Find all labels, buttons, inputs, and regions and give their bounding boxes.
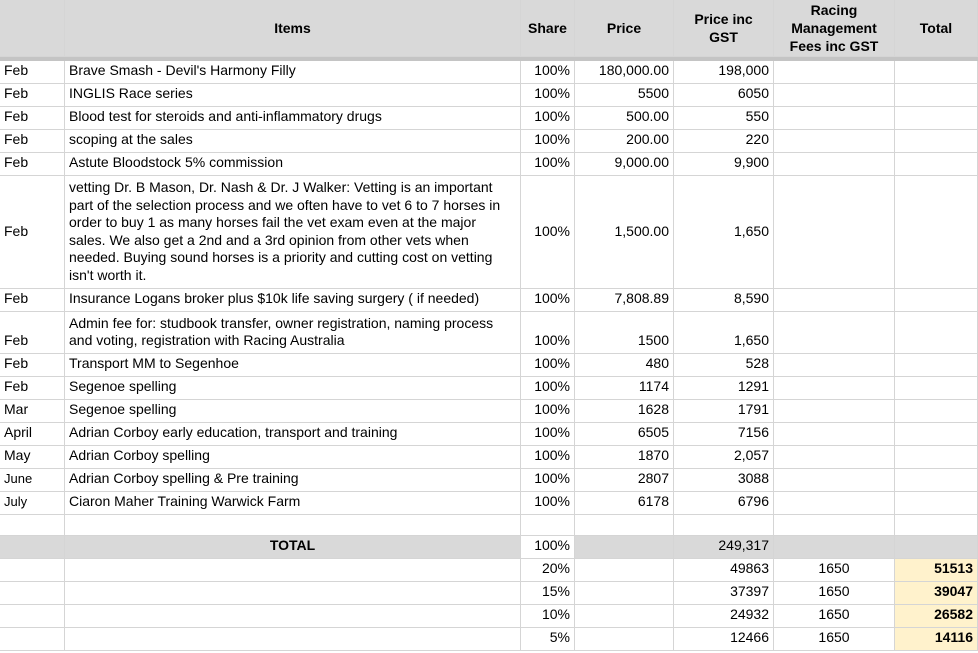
share-cell[interactable]: 100% <box>521 312 575 354</box>
fees-cell[interactable] <box>774 153 895 176</box>
table-row <box>0 469 978 492</box>
empty-cell[interactable] <box>575 515 674 536</box>
fees-cell[interactable] <box>774 312 895 354</box>
fees-cell[interactable] <box>774 84 895 107</box>
price-cell[interactable]: 180,000.00 <box>575 61 674 84</box>
share-row <box>0 628 978 651</box>
fees-cell[interactable] <box>774 469 895 492</box>
empty-cell[interactable] <box>521 515 575 536</box>
empty-cell[interactable] <box>0 582 65 605</box>
price-cell[interactable]: 1174 <box>575 377 674 400</box>
share-cell[interactable]: 100% <box>521 61 575 84</box>
table-row <box>0 423 978 446</box>
share-row <box>0 605 978 628</box>
empty-cell[interactable] <box>575 628 674 651</box>
price-cell[interactable]: 7,808.89 <box>575 289 674 312</box>
fees-cell[interactable] <box>774 400 895 423</box>
empty-row <box>0 515 978 536</box>
empty-cell[interactable] <box>65 582 521 605</box>
empty-cell[interactable] <box>774 515 895 536</box>
total-cell[interactable] <box>895 469 978 492</box>
price-inc-gst-cell[interactable]: 9,900 <box>674 153 774 176</box>
header-racing-management-fees[interactable]: Racing Management Fees inc GST <box>774 0 895 57</box>
total-share[interactable]: 100% <box>521 536 575 559</box>
empty-cell[interactable] <box>895 515 978 536</box>
price-inc-gst-cell[interactable]: 1791 <box>674 400 774 423</box>
price-inc-gst-cell[interactable]: 7156 <box>674 423 774 446</box>
share-cell[interactable]: 100% <box>521 130 575 153</box>
share-row <box>0 559 978 582</box>
total-cell[interactable] <box>895 107 978 130</box>
share-cell[interactable]: 5% <box>521 628 575 651</box>
month-cell[interactable]: April <box>0 423 65 446</box>
price-inc-gst-cell[interactable]: 1,650 <box>674 312 774 354</box>
total-cell[interactable] <box>895 289 978 312</box>
table-row <box>0 130 978 153</box>
month-cell[interactable]: Mar <box>0 400 65 423</box>
share-cell[interactable]: 100% <box>521 400 575 423</box>
header-row <box>0 0 978 61</box>
item-cell[interactable]: Ciaron Maher Training Warwick Farm <box>65 492 521 515</box>
empty-cell[interactable] <box>65 605 521 628</box>
price-cell[interactable]: 200.00 <box>575 130 674 153</box>
item-cell[interactable]: Adrian Corboy spelling <box>65 446 521 469</box>
price-inc-gst-cell[interactable]: 2,057 <box>674 446 774 469</box>
share-cell[interactable]: 100% <box>521 107 575 130</box>
month-cell[interactable]: Feb <box>0 354 65 377</box>
price-inc-gst-cell[interactable]: 198,000 <box>674 61 774 84</box>
total-cell[interactable] <box>895 176 978 289</box>
empty-cell[interactable] <box>0 515 65 536</box>
item-cell[interactable]: Segenoe spelling <box>65 400 521 423</box>
month-cell[interactable]: July <box>0 492 65 515</box>
fees-cell[interactable]: 1650 <box>774 628 895 651</box>
total-cell[interactable] <box>895 153 978 176</box>
share-row <box>0 582 978 605</box>
empty-cell[interactable] <box>674 515 774 536</box>
header-items[interactable]: Items <box>65 0 521 57</box>
price-cell[interactable]: 6178 <box>575 492 674 515</box>
month-cell[interactable]: Feb <box>0 84 65 107</box>
header-price-inc-gst[interactable]: Price inc GST <box>674 0 774 57</box>
table-row <box>0 107 978 130</box>
empty-cell[interactable] <box>575 582 674 605</box>
price-inc-gst-cell[interactable]: 37397 <box>674 582 774 605</box>
total-cell[interactable] <box>895 130 978 153</box>
price-inc-gst-cell[interactable]: 49863 <box>674 559 774 582</box>
item-cell[interactable]: Segenoe spelling <box>65 377 521 400</box>
header-price[interactable]: Price <box>575 0 674 57</box>
month-cell[interactable]: May <box>0 446 65 469</box>
fees-cell[interactable] <box>774 423 895 446</box>
month-cell[interactable]: Feb <box>0 107 65 130</box>
total-cell[interactable] <box>895 400 978 423</box>
fees-cell[interactable] <box>774 130 895 153</box>
share-cell[interactable]: 100% <box>521 446 575 469</box>
price-inc-gst-cell[interactable]: 8,590 <box>674 289 774 312</box>
price-inc-gst-cell[interactable]: 6050 <box>674 84 774 107</box>
total-cell[interactable] <box>895 423 978 446</box>
month-cell[interactable]: Feb <box>0 312 65 354</box>
price-inc-gst-cell[interactable]: 1291 <box>674 377 774 400</box>
share-cell[interactable]: 100% <box>521 492 575 515</box>
price-inc-gst-cell[interactable]: 528 <box>674 354 774 377</box>
item-cell[interactable]: scoping at the sales <box>65 130 521 153</box>
share-cell[interactable]: 100% <box>521 84 575 107</box>
total-fees[interactable] <box>774 536 895 559</box>
price-inc-gst-cell[interactable]: 24932 <box>674 605 774 628</box>
item-cell[interactable]: INGLIS Race series <box>65 84 521 107</box>
fees-cell[interactable] <box>774 176 895 289</box>
price-inc-gst-cell[interactable]: 12466 <box>674 628 774 651</box>
month-cell[interactable]: Feb <box>0 176 65 289</box>
fees-cell[interactable] <box>774 107 895 130</box>
item-cell[interactable]: Adrian Corboy early education, transport and training <box>65 423 521 446</box>
empty-cell[interactable] <box>0 605 65 628</box>
table-row <box>0 446 978 469</box>
fees-cell[interactable] <box>774 446 895 469</box>
price-cell[interactable]: 5500 <box>575 84 674 107</box>
table-row <box>0 84 978 107</box>
item-cell[interactable]: Adrian Corboy spelling & Pre training <box>65 469 521 492</box>
price-inc-gst-cell[interactable]: 3088 <box>674 469 774 492</box>
table-row <box>0 354 978 377</box>
empty-cell[interactable] <box>575 605 674 628</box>
share-cell[interactable]: 10% <box>521 605 575 628</box>
item-cell[interactable]: Transport MM to Segenhoe <box>65 354 521 377</box>
item-cell[interactable]: Insurance Logans broker plus $10k life saving surgery ( if needed) <box>65 289 521 312</box>
share-cell[interactable]: 100% <box>521 377 575 400</box>
total-price[interactable] <box>575 536 674 559</box>
fees-cell[interactable] <box>774 289 895 312</box>
empty-cell[interactable] <box>65 559 521 582</box>
total-row-month[interactable] <box>0 536 65 559</box>
fees-cell[interactable]: 1650 <box>774 582 895 605</box>
table-row <box>0 377 978 400</box>
total-total[interactable] <box>895 536 978 559</box>
empty-cell[interactable] <box>0 628 65 651</box>
total-cell[interactable] <box>895 354 978 377</box>
total-cell[interactable]: 39047 <box>895 582 978 605</box>
price-inc-gst-cell[interactable]: 6796 <box>674 492 774 515</box>
price-cell[interactable]: 1870 <box>575 446 674 469</box>
total-cell[interactable] <box>895 84 978 107</box>
fees-cell[interactable] <box>774 354 895 377</box>
month-cell[interactable]: June <box>0 469 65 492</box>
share-cell[interactable]: 20% <box>521 559 575 582</box>
month-cell[interactable]: Feb <box>0 377 65 400</box>
header-month[interactable] <box>0 0 65 57</box>
header-total[interactable]: Total <box>895 0 978 57</box>
empty-cell[interactable] <box>0 559 65 582</box>
total-cell[interactable]: 51513 <box>895 559 978 582</box>
item-cell: vetting Dr. B Mason, Dr. Nash & Dr. J Walker: Vetting is an important part of the selection process and we often have to vet 6 to 7 horses in order to buy 1 as many horses fail the vet exam even at the major sales. We also get a 2nd and a 3rd opinion from other vets when needed. Buying sound horses is a priority and cutting cost on vetting isn't worth it. <box>69 179 501 283</box>
price-inc-gst-cell[interactable]: 220 <box>674 130 774 153</box>
item-cell-wrapper[interactable] <box>65 176 521 289</box>
price-cell[interactable]: 480 <box>575 354 674 377</box>
price-cell[interactable]: 9,000.00 <box>575 153 674 176</box>
item-cell[interactable]: Blood test for steroids and anti-inflammatory drugs <box>65 107 521 130</box>
table-row <box>0 176 978 289</box>
price-cell[interactable]: 1,500.00 <box>575 176 674 289</box>
total-cell[interactable] <box>895 61 978 84</box>
share-cell[interactable]: 100% <box>521 289 575 312</box>
total-cell[interactable] <box>895 492 978 515</box>
price-cell[interactable]: 1500 <box>575 312 674 354</box>
share-cell[interactable]: 15% <box>521 582 575 605</box>
month-cell[interactable]: Feb <box>0 153 65 176</box>
share-cell[interactable]: 100% <box>521 469 575 492</box>
table-row <box>0 61 978 84</box>
table-row <box>0 289 978 312</box>
fees-cell[interactable]: 1650 <box>774 559 895 582</box>
fees-cell[interactable] <box>774 377 895 400</box>
total-row <box>0 536 978 559</box>
table-row <box>0 312 978 354</box>
table-row <box>0 153 978 176</box>
total-cell[interactable] <box>895 377 978 400</box>
share-cell[interactable]: 100% <box>521 176 575 289</box>
empty-cell[interactable] <box>65 628 521 651</box>
month-cell[interactable]: Feb <box>0 289 65 312</box>
share-cell[interactable]: 100% <box>521 354 575 377</box>
price-cell[interactable]: 6505 <box>575 423 674 446</box>
item-cell-wrapper[interactable] <box>65 312 521 354</box>
item-cell[interactable]: Astute Bloodstock 5% commission <box>65 153 521 176</box>
price-inc-gst-cell[interactable]: 1,650 <box>674 176 774 289</box>
empty-cell[interactable] <box>65 515 521 536</box>
item-cell[interactable]: Brave Smash - Devil's Harmony Filly <box>65 61 521 84</box>
fees-cell[interactable]: 1650 <box>774 605 895 628</box>
price-cell[interactable]: 1628 <box>575 400 674 423</box>
share-cell[interactable]: 100% <box>521 153 575 176</box>
table-row <box>0 492 978 515</box>
header-share[interactable]: Share <box>521 0 575 57</box>
share-cell[interactable]: 100% <box>521 423 575 446</box>
fees-cell[interactable] <box>774 61 895 84</box>
empty-cell[interactable] <box>575 559 674 582</box>
month-cell[interactable]: Feb <box>0 61 65 84</box>
total-label[interactable]: TOTAL <box>65 536 521 559</box>
total-price-inc-gst[interactable]: 249,317 <box>674 536 774 559</box>
price-cell[interactable]: 500.00 <box>575 107 674 130</box>
total-cell[interactable] <box>895 446 978 469</box>
total-cell[interactable] <box>895 312 978 354</box>
price-cell[interactable]: 2807 <box>575 469 674 492</box>
item-cell: Admin fee for: studbook transfer, owner registration, naming process and voting, registration with Racing Australia <box>69 314 494 349</box>
month-cell[interactable]: Feb <box>0 130 65 153</box>
table-row <box>0 400 978 423</box>
total-cell[interactable]: 14116 <box>895 628 978 651</box>
total-cell[interactable]: 26582 <box>895 605 978 628</box>
price-inc-gst-cell[interactable]: 550 <box>674 107 774 130</box>
fees-cell[interactable] <box>774 492 895 515</box>
